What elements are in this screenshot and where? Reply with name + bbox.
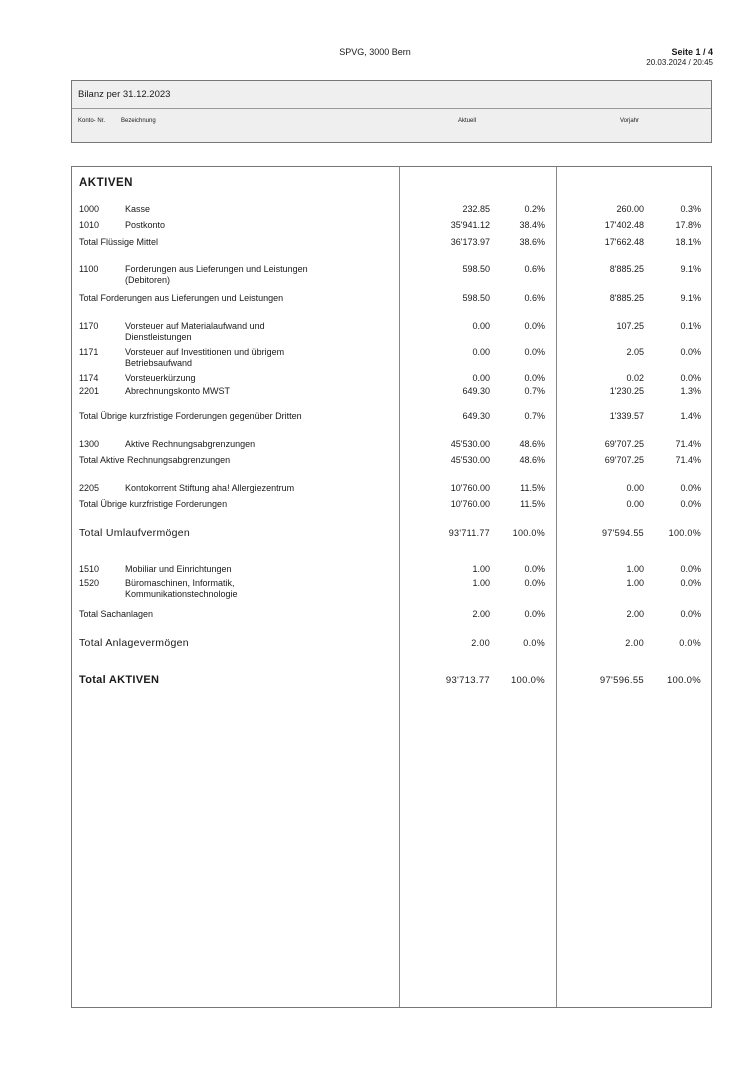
company-name: SPVG, 3000 Bern [339,47,411,57]
balance-table: AKTIVEN 1000 Kasse 232.85 0.2% 260.00 0.3% 1010 Postkonto 35'941.12 38.4% 17'402.48 17.8% Total Flüssige Mittel 36'173.97 38.6% 17'662.48 18.1% 1100 Forderungen aus Lieferungen und Leistungen 598.50 0.6% 8'885.25 9.1% (Debitoren) Total Forderungen aus Lieferungen und Leistungen 598.50 0.6% 8'885.25 9.1% 1170 Vorsteuer auf Materialaufwand und 0.00 0.0% 107.25 0.1% Dienstleistungen 1171 Vorsteuer auf Investitionen und übrigem 0.00 0.0% 2.05 0.0% Betriebsaufwand 1174 Vorsteuerkürzung 0.00 0.0% 0.02 0.0% 2201 Abrechnungskonto MWST 649.30 0.7% 1'230.25 1.3% Total Übrige kurzfristige Forderungen gegenüber Dritten 649.30 0.7% 1'339.57 1.4% 1300 Aktive Rechnungsabgrenzungen 45'530.00 48.6% 69'707.25 71.4% Total Aktive Rechnungsabgrenzungen 45'530.00 48.6% 69'707.25 71.4% 2205 Kontokorrent Stiftung aha! Allergiezentrum 10'760.00 11.5% 0.00 0.0% Total Übrige kurzfristige Forderungen 10'760.00 11.5% 0.00 0.0% Total Umlaufvermögen 93'711.77 100.0% 97'594.55 100.0% 1510 Mobiliar und Einrichtungen 1.00 0.0% 1.00 0.0% 1520 Büromaschinen, Informatik, 1.00 0.0% 1.00 0.0% Kommunikationstechnologie Total Sachanlagen 2.00 0.0% 2.00 0.0% Total Anlagevermögen 2.00 0.0% 2.00 0.0% Total AKTIVEN 93'713.77 100.0% 97'596.55 100.0% [71,166,712,1008]
page-number: Seite 1 / 4 [671,47,713,57]
print-datetime: 20.03.2024 / 20:45 [646,58,713,67]
report-title: Bilanz per 31.12.2023 [78,89,171,100]
title-divider [72,108,711,109]
col-header-current: Aktuell [458,118,477,124]
col-header-nr: Konto- Nr. [78,118,106,124]
column-divider-previous [556,167,557,1007]
col-header-previous: Vorjahr [620,118,640,124]
report-title-box [71,80,712,143]
col-header-desc: Bezeichnung [121,118,156,124]
column-divider-current [399,167,400,1007]
